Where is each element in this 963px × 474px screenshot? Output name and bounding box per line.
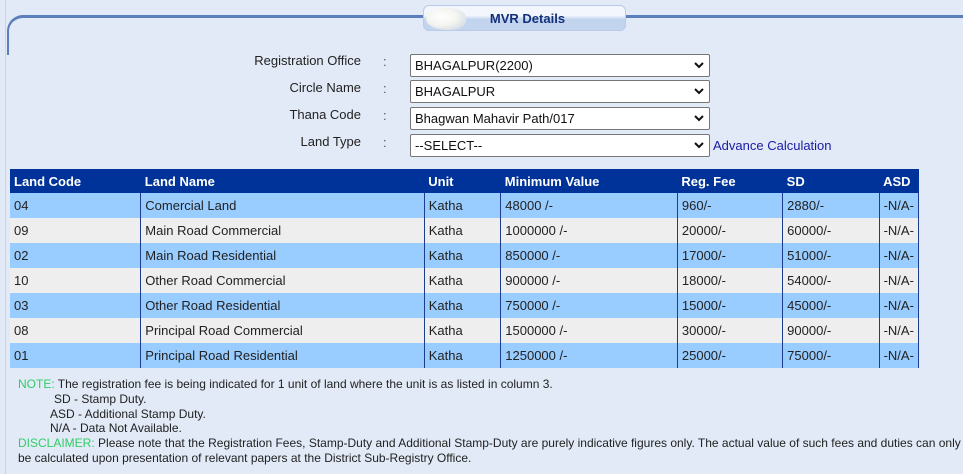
cell-unit: Katha (424, 318, 501, 343)
cell-land-code: 03 (10, 293, 141, 318)
registration-office-value: BHAGALPUR(2200) (415, 58, 533, 73)
cell-minimum-value: 1250000 /- (501, 343, 678, 368)
cell-land-name: Comercial Land (141, 193, 424, 218)
header-land-name: Land Name (141, 169, 424, 193)
note-line (18, 377, 963, 392)
table-header-row (10, 169, 919, 193)
registration-office-select[interactable] (410, 54, 710, 77)
cell-minimum-value: 850000 /- (501, 243, 678, 268)
circle-name-value: BHAGALPUR (415, 84, 496, 99)
table-row (10, 293, 919, 318)
page-border-line (5, 0, 6, 474)
cell-asd: -N/A- (879, 218, 918, 243)
panel-title: MVR Details (489, 11, 566, 26)
header-reg-fee: Reg. Fee (677, 169, 782, 193)
cell-sd: 60000/- (783, 218, 879, 243)
circle-name-label: Circle Name (289, 80, 361, 95)
cell-reg-fee: 17000/- (677, 243, 782, 268)
land-type-select[interactable] (410, 134, 710, 157)
chevron-down-icon (694, 61, 704, 69)
cell-sd: 2880/- (783, 193, 879, 218)
header-asd: ASD (879, 169, 918, 193)
cell-asd: -N/A- (879, 268, 918, 293)
table-row (10, 318, 919, 343)
cell-land-name: Main Road Residential (141, 243, 424, 268)
header-sd: SD (783, 169, 879, 193)
mvr-table (10, 169, 919, 368)
cell-asd: -N/A- (879, 193, 918, 218)
chevron-down-icon (694, 87, 704, 95)
header-land-code: Land Code (10, 169, 141, 193)
cell-asd: -N/A- (879, 343, 918, 368)
cell-reg-fee: 30000/- (677, 318, 782, 343)
chevron-down-icon (694, 141, 704, 149)
cell-unit: Katha (424, 218, 501, 243)
cell-land-name: Principal Road Commercial (141, 318, 424, 343)
colon-separator: : (383, 81, 387, 96)
note-key: NOTE: (18, 377, 55, 391)
table-row (10, 193, 919, 218)
cell-minimum-value: 1000000 /- (501, 218, 678, 243)
cell-unit: Katha (424, 343, 501, 368)
cell-reg-fee: 15000/- (677, 293, 782, 318)
cell-land-name: Main Road Commercial (141, 218, 424, 243)
disclaimer-key: DISCLAIMER: (18, 436, 95, 451)
cell-reg-fee: 960/- (677, 193, 782, 218)
table-row (10, 343, 919, 368)
header-minimum-value: Minimum Value (501, 169, 678, 193)
colon-separator: : (383, 108, 387, 123)
cell-sd: 45000/- (783, 293, 879, 318)
cell-minimum-value: 1500000 /- (501, 318, 678, 343)
table-row (10, 243, 919, 268)
colon-separator: : (383, 135, 387, 150)
disclaimer (18, 436, 963, 466)
advance-calculation-link[interactable]: Advance Calculation (713, 138, 832, 153)
cell-sd: 54000/- (783, 268, 879, 293)
cell-land-code: 02 (10, 243, 141, 268)
thana-code-label: Thana Code (289, 107, 361, 122)
cell-reg-fee: 25000/- (677, 343, 782, 368)
cell-unit: Katha (424, 243, 501, 268)
cell-land-code: 08 (10, 318, 141, 343)
table-row (10, 218, 919, 243)
header-unit: Unit (424, 169, 501, 193)
cell-reg-fee: 20000/- (677, 218, 782, 243)
cell-land-name: Other Road Residential (141, 293, 424, 318)
cell-minimum-value: 48000 /- (501, 193, 678, 218)
thana-code-value: Bhagwan Mahavir Path/017 (415, 111, 575, 126)
cell-asd: -N/A- (879, 243, 918, 268)
colon-separator: : (383, 54, 387, 69)
cell-asd: -N/A- (879, 293, 918, 318)
disclaimer-text: Please note that the Registration Fees, Stamp-Duty and Additional Stamp-Duty are purely indicative figures only. The actual value of such fees and duties can only be calculated upon presentation of relevant papers at the District Sub-Registry Office. (18, 436, 961, 465)
registration-office-label: Registration Office (254, 53, 361, 68)
cell-unit: Katha (424, 268, 501, 293)
note-text: The registration fee is being indicated for 1 unit of land where the unit is as listed in column 3. (54, 377, 553, 391)
na-legend: N/A - Data Not Available. (50, 421, 182, 436)
cell-land-name: Principal Road Residential (141, 343, 424, 368)
land-type-label: Land Type (300, 134, 361, 149)
cell-sd: 51000/- (783, 243, 879, 268)
asd-legend: ASD - Additional Stamp Duty. (50, 406, 206, 421)
panel-title-tab (423, 5, 626, 31)
cell-land-code: 01 (10, 343, 141, 368)
cell-minimum-value: 900000 /- (501, 268, 678, 293)
cell-sd: 90000/- (783, 318, 879, 343)
cell-minimum-value: 750000 /- (501, 293, 678, 318)
cell-sd: 75000/- (783, 343, 879, 368)
chevron-down-icon (694, 114, 704, 122)
cell-land-code: 10 (10, 268, 141, 293)
cell-unit: Katha (424, 193, 501, 218)
table-row (10, 268, 919, 293)
cell-land-code: 09 (10, 218, 141, 243)
notes-section (18, 377, 963, 466)
sd-legend: SD - Stamp Duty. (54, 391, 147, 406)
cell-unit: Katha (424, 293, 501, 318)
circle-name-select[interactable] (410, 80, 710, 103)
thana-code-select[interactable] (410, 107, 710, 130)
land-type-value: --SELECT-- (415, 138, 483, 153)
cell-asd: -N/A- (879, 318, 918, 343)
cell-land-name: Other Road Commercial (141, 268, 424, 293)
cell-reg-fee: 18000/- (677, 268, 782, 293)
cell-land-code: 04 (10, 193, 141, 218)
